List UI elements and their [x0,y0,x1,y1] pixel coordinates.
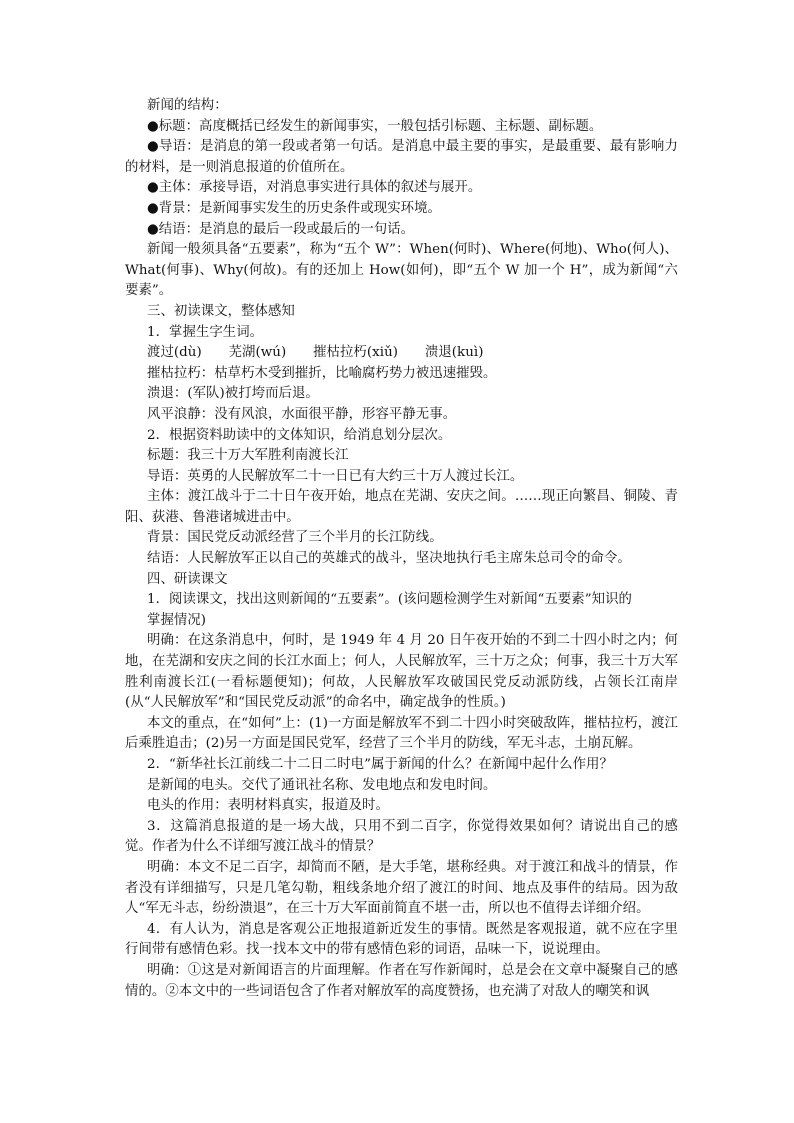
paragraph: ●背景：是新闻事实发生的历史条件或现实环境。 [147,200,441,216]
paragraph: 2．根据资料助读中的文体知识，给消息划分层次。 [147,427,452,443]
paragraph: 3．这篇消息报道的是一场大战，只用不到二百字，你觉得效果如何？请说出自己的感觉。作者为什么不详细写渡江战斗的情景？ [125,818,678,855]
paragraph: 背景：国民党反动派经营了三个半月的长江防线。 [147,530,443,546]
paragraph: 摧枯拉朽：枯草朽木受到摧折，比喻腐朽势力被迅速摧毁。 [147,365,497,381]
paragraph: 结语：人民解放军正以自己的英雄式的战斗，坚决地执行毛主席朱总司令的命令。 [147,551,631,567]
paragraph: 2．“新华社长江前线二十二日二时电”属于新闻的什么？在新闻中起什么作用？ [147,757,613,772]
paragraph: 新闻一般须具备“五要素”，称为“五个 W”：When(何时)、Where(何地)、Who(何人)、What(何事)、Why(何故)。有的还加上 How(如何)，即“五个 W 加一个 H”，成为新闻“六要素”。 [125,242,678,299]
paragraph: 掌握情况) [147,612,207,628]
paragraph: 导语：英勇的人民解放军二十一日已有大约三十万人渡过长江。 [147,468,524,484]
paragraph: 1．阅读课文，找出这则新闻的“五要素”。(该问题检测学生对新闻“五要素”知识的 [147,592,632,608]
paragraph: 标题：我三十万大军胜利南渡长江 [147,448,349,464]
paragraph: 主体：渡江战斗于二十日午夜开始，地点在芜湖、安庆之间。……现正向繁昌、铜陵、青阳、荻港、鲁港诸城进击中。 [125,489,678,525]
paragraph: 电头的作用：表明材料真实，报道及时。 [147,798,389,814]
paragraph: 是新闻的电头。交代了通讯社名称、发电地点和发电时间。 [147,777,497,793]
paragraph: 1．掌握生字生词。 [147,324,264,340]
paragraph: ●结语：是消息的最后一段或最后的一句话。 [147,221,415,237]
paragraph: ●标题：高度概括已经发生的新闻事实，一般包括引标题、主标题、副标题。 [147,118,603,134]
paragraph: 明确：本文不足二百字，却简而不陋，是大手笔，堪称经典。对于渡江和战斗的情景，作者没有详细描写，只是几笔勾勒，粗线条地介绍了渡江的时间、地点及事件的结局。因为敌人“军无斗志，纷纷溃退”，在三十万大军面前简直不堪一击，所以也不值得去详细介绍。 [125,859,678,917]
paragraph: 三、初读课文，整体感知 [147,303,295,319]
paragraph: 风平浪静：没有风浪，水面很平静，形容平静无事。 [147,406,457,422]
paragraph: ●主体：承接导语，对消息事实进行具体的叙述与展开。 [147,180,482,196]
paragraph: 溃退：(军队)被打垮而后退。 [147,386,319,402]
document-body [125,96,678,1002]
paragraph: 4．有人认为，消息是客观公正地报道新近发生的事情。既然是客观报道，就不应在字里行间带有感情色彩。找一找本文中的带有感情色彩的词语，品味一下，说说理由。 [125,921,678,958]
paragraph: 新闻的结构： [147,98,228,113]
paragraph: 渡过(dù) 芜湖(wú) 摧枯拉朽(xiǔ) 溃退(kuì) [147,345,484,361]
paragraph: 四、研读课文 [147,571,228,587]
paragraph: 本文的重点，在“如何”上：(1)一方面是解放军不到二十四小时突破敌阵，摧枯拉朽，渡江后乘胜追击；(2)另一方面是国民党军，经营了三个半月的防线，军无斗志，土崩瓦解。 [125,715,678,752]
paragraph: ●导语：是消息的第一段或者第一句话。是消息中最主要的事实，是最重要、最有影响力的材料，是一则消息报道的价值所在。 [125,139,678,175]
paragraph: 明确：①这是对新闻语言的片面理解。作者在写作新闻时，总是会在文章中凝聚自己的感情的。②本文中的一些词语包含了作者对解放军的高度赞扬，也充满了对敌人的嘲笑和讽 [125,962,678,999]
paragraph: 明确：在这条消息中，何时，是 1949 年 4 月 20 日午夜开始的不到二十四小时之内；何地，在芜湖和安庆之间的长江水面上；何人，人民解放军，三十万之众；何事，我三十万大军胜利南渡长江(一看标题便知)；何故，人民解放军攻破国民党反动派防线，占领长江南岸(从“人民解放军”和“国民党反动派”的命名中，确定战争的性质。) [125,633,678,711]
